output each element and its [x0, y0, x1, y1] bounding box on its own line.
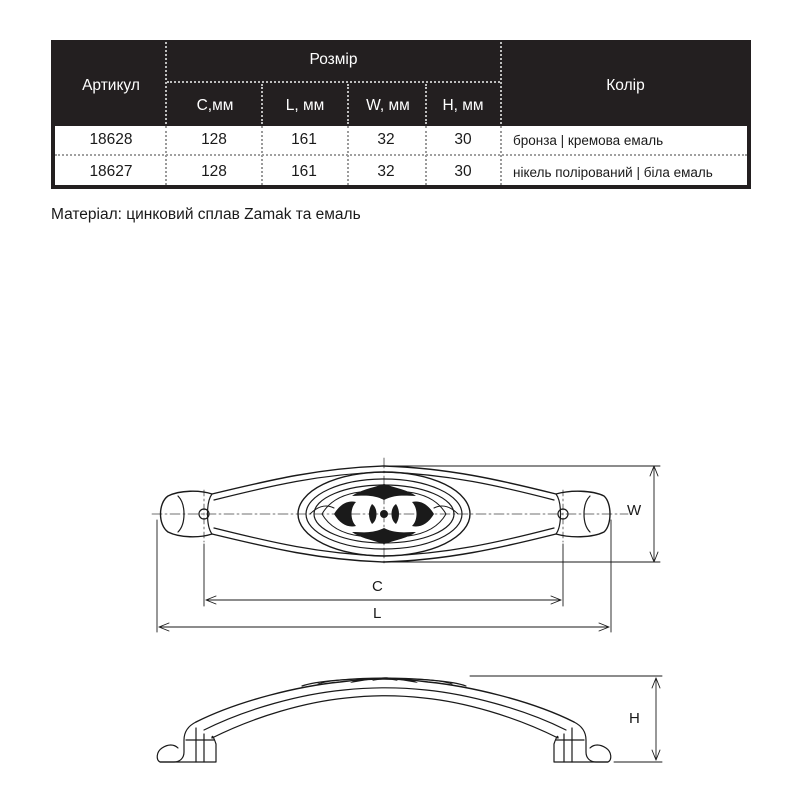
cell-h: 30: [454, 131, 472, 148]
dimension-w-label: W: [627, 502, 642, 519]
cell-c: 128: [201, 163, 227, 180]
header-color: Колір: [606, 77, 645, 94]
cell-l: 161: [291, 131, 317, 148]
dimension-h-label: H: [629, 710, 640, 727]
header-col-w: W, мм: [366, 97, 410, 114]
cell-l: 161: [291, 163, 317, 180]
cell-w: 32: [377, 131, 395, 148]
cell-w: 32: [377, 163, 395, 180]
cell-h: 30: [454, 163, 472, 180]
cell-article: 18628: [89, 131, 133, 148]
header-article: Артикул: [82, 77, 140, 94]
dimension-l-label: L: [373, 605, 382, 622]
header-col-l: L, мм: [285, 97, 325, 114]
header-col-h: H, мм: [442, 97, 484, 114]
dimension-c: [204, 544, 563, 606]
header-size-group: Розмір: [309, 51, 358, 68]
cell-color: бронза | кремова емаль: [513, 133, 664, 148]
handle-top-view: [152, 458, 628, 564]
cell-c: 128: [201, 131, 227, 148]
cell-color: нікель полірований | біла емаль: [513, 165, 713, 180]
material-note: Матеріал: цинковий сплав Zamak та емаль: [51, 206, 361, 223]
handle-side-view: [157, 677, 611, 762]
header-col-c: C,мм: [196, 97, 234, 114]
dimension-c-label: C: [372, 578, 383, 595]
cell-article: 18627: [89, 163, 133, 180]
